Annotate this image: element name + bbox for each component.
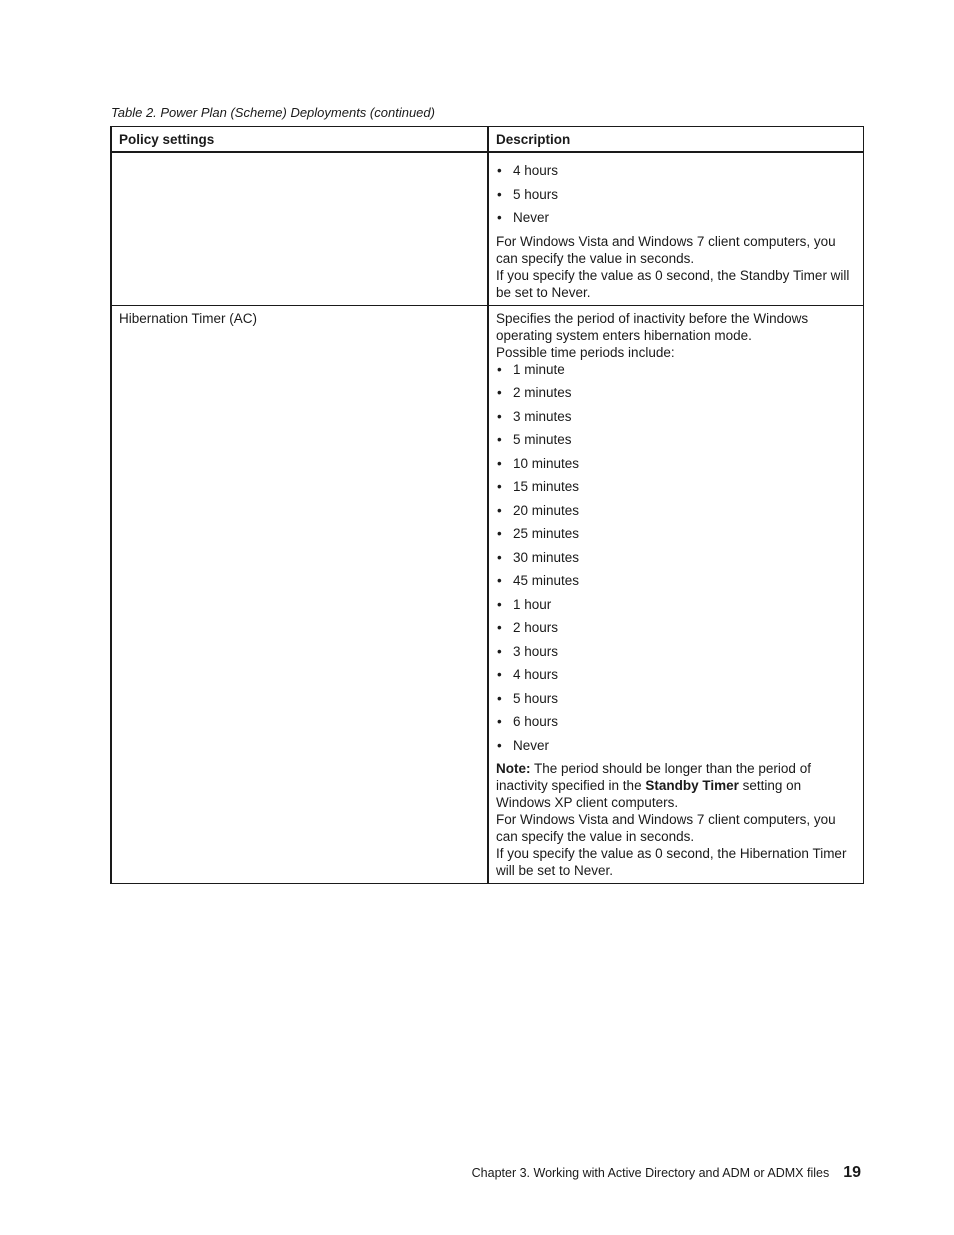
header-description: Description (488, 127, 863, 153)
standby-timer-ref: Standby Timer (645, 778, 739, 793)
list-item: • 3 hours (496, 643, 856, 667)
description-cell (488, 305, 863, 884)
vista-seconds-note: For Windows Vista and Windows 7 client computers, you can specify the value in seconds. (496, 233, 836, 266)
list-item: • 2 hours (496, 619, 856, 643)
header-policy-settings: Policy settings (111, 127, 488, 153)
list-item: • 15 minutes (496, 478, 856, 502)
list-item: • 20 minutes (496, 502, 856, 526)
possible-periods-label: Possible time periods include: (496, 344, 675, 360)
table-row (111, 152, 863, 305)
list-item: • 6 hours (496, 713, 856, 737)
note-label: Note: (496, 761, 531, 776)
list-item: • Never (496, 209, 856, 233)
table-header-row (111, 127, 863, 153)
power-plan-table (110, 126, 864, 884)
page-number: 19 (843, 1164, 861, 1181)
list-item: • 30 minutes (496, 549, 856, 573)
list-item: • 3 minutes (496, 408, 856, 432)
time-options-list (496, 361, 856, 761)
description-cell (488, 152, 863, 305)
note-text: setting on Windows XP client computers. (496, 778, 802, 810)
note-text: The period should be longer than the period of inactivity specified in the (496, 761, 811, 793)
list-item: • 5 hours (496, 186, 856, 210)
zero-second-note: If you specify the value as 0 second, the Standby Timer will be set to Never. (496, 267, 850, 300)
list-item: • 10 minutes (496, 455, 856, 479)
table-caption: Table 2. Power Plan (Scheme) Deployments (continued) (111, 105, 435, 120)
hibernation-intro: Specifies the period of inactivity before the Windows operating system enters hibernation mode. (496, 310, 809, 343)
zero-second-note: If you specify the value as 0 second, the Hibernation Timer will be set to Never. (496, 846, 847, 878)
policy-cell (111, 152, 488, 305)
note-paragraph (496, 760, 856, 811)
table-row (111, 305, 863, 884)
vista-seconds-note: For Windows Vista and Windows 7 client computers, you can specify the value in seconds. (496, 812, 836, 844)
list-item: • 4 hours (496, 162, 856, 186)
list-item: • 45 minutes (496, 572, 856, 596)
list-item: • 2 minutes (496, 384, 856, 408)
chapter-title: Chapter 3. Working with Active Directory and ADM or ADMX files (471, 1166, 830, 1180)
list-item: • 4 hours (496, 666, 856, 690)
list-item: • 25 minutes (496, 525, 856, 549)
list-item: • 1 hour (496, 596, 856, 620)
time-options-list (496, 162, 856, 233)
list-item: • 5 hours (496, 690, 856, 714)
policy-cell: Hibernation Timer (AC) (111, 305, 488, 884)
list-item: • Never (496, 737, 856, 761)
list-item: • 5 minutes (496, 431, 856, 455)
page-footer (472, 1163, 861, 1183)
list-item: • 1 minute (496, 361, 856, 385)
